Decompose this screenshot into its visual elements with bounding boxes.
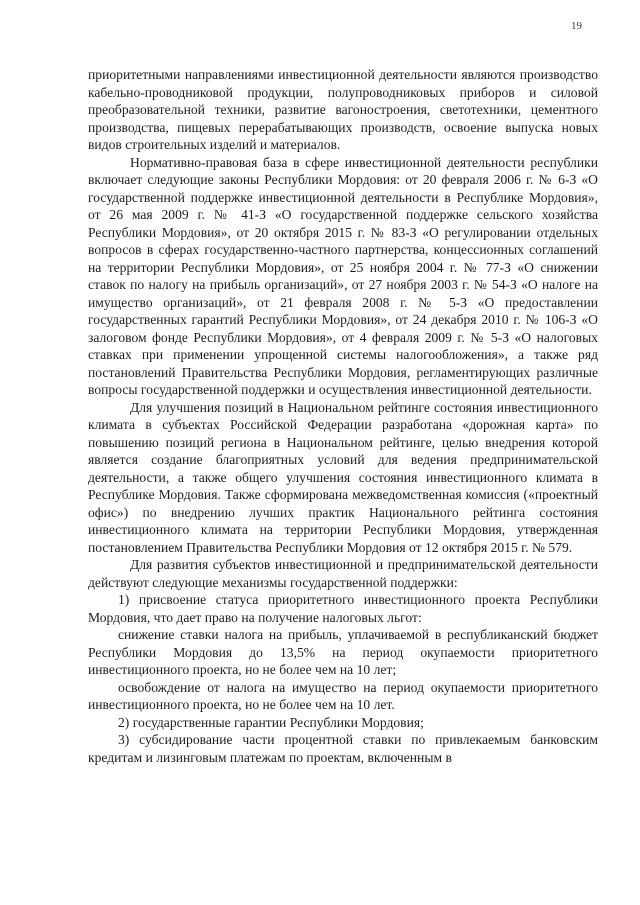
page-number: 19 xyxy=(571,20,582,32)
paragraph-support-mechanisms: Для развития субъектов инвестиционной и предпринимательской деятельности действуют следующие механизмы государственной поддержки: xyxy=(88,557,598,590)
paragraph-priority-directions: приоритетными направлениями инвестиционной деятельности являются производство кабельно-проводниковой продукции, полупроводниковых приборов и силовой преобразовательной техники, развитие вагоностроения, светотехники, цементного производства, пищевых перерабатывающих производств, освоение выпуска новых видов строительных изделий и материалов. xyxy=(88,67,598,152)
list-item-interest-subsidies: 3) субсидирование части процентной ставки по привлекаемым банковским кредитам и лизинговым платежам по проектам, включенным в xyxy=(88,732,598,765)
list-item-property-tax-exemption: освобождение от налога на имущество на период окупаемости приоритетного инвестиционного проекта, но не более чем на 10 лет. xyxy=(88,679,598,712)
document-body xyxy=(88,66,598,766)
paragraph-national-rating: Для улучшения позиций в Национальном рейтинге состояния инвестиционного климата в субъектах Российской Федерации разработана «дорожная карта» по повышению позиций региона в Национальном рейтинге, целью внедрения которой является создание благоприятных условий для ведения предпринимательской деятельности, а также общего улучшения состояния инвестиционного климата в Республике Мордовия. Также сформирована межведомственная комиссия («проектный офис») по внедрению лучших практик Национального рейтинга состояния инвестиционного климата на территории Республики Мордовия, утвержденная постановлением Правительства Республики Мордовия от 12 октября 2015 г. № 579. xyxy=(88,399,598,555)
list-item-state-guarantees: 2) государственные гарантии Республики Мордовия; xyxy=(118,714,424,730)
paragraph-legal-framework: Нормативно-правовая база в сфере инвестиционной деятельности республики включает следующие законы Республики Мордовия: от 20 февраля 2006 г. № 6-З «О государственной поддержке инвестиционной деятельности в Республике Мордовия», от 26 мая 2009 г. № 41-З «О государственной поддержке сельского хозяйства Республики Мордовия», от 20 октября 2015 г. № 83-З «О регулировании отдельных вопросов в сферах государственно-частного партнерства, концессионных соглашений на территории Республики Мордовия», от 25 ноября 2004 г. № 77-З «О снижении ставок по налогу на прибыль организаций», от 27 ноября 2003 г. № 54-З «О налоге на имущество организаций», от 21 февраля 2008 г. № 5-З «О предоставлении государственных гарантий Республики Мордовия», от 24 декабря 2010 г. № 106-З «О залоговом фонде Республики Мордовия», от 4 февраля 2009 г. № 5-З «О налоговых ставках при применении упрощенной системы налогообложения», а также ряд постановлений Правительства Республики Мордовия, регламентирующих различные вопросы государственной поддержки и осуществления инвестиционной деятельности. xyxy=(88,154,598,397)
list-item-priority-status: 1) присвоение статуса приоритетного инвестиционного проекта Республики Мордовия, что дает право на получение налоговых льгот: xyxy=(88,592,598,625)
list-item-profit-tax-reduction: снижение ставки налога на прибыль, уплачиваемой в республиканский бюджет Республики Мордовия до 13,5% на период окупаемости приоритетного инвестиционного проекта, но не более чем на 10 лет; xyxy=(88,627,598,677)
